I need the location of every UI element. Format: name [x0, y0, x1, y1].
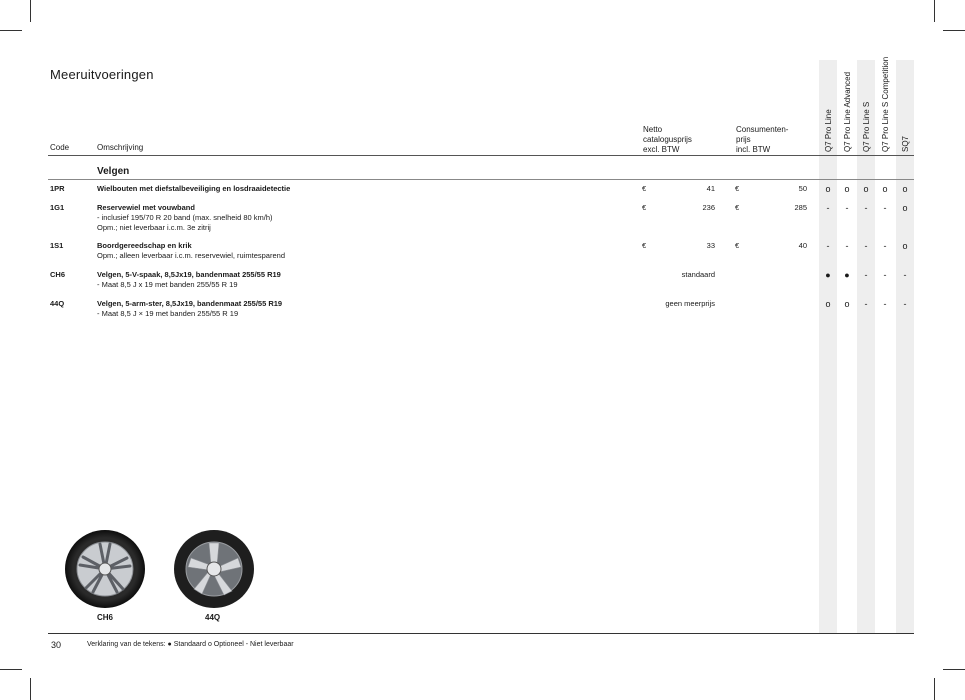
availability-mark: o	[902, 184, 908, 194]
currency-symbol: €	[642, 241, 647, 250]
crop-mark	[934, 678, 935, 700]
footer-divider	[48, 633, 914, 634]
availability-mark: -	[883, 241, 887, 251]
availability-mark: -	[903, 299, 907, 309]
availability-mark: o	[863, 184, 869, 194]
consumer-price: 285	[794, 203, 807, 212]
row-title: Wielbouten met diefstalbeveiliging en losdraaidetectie	[97, 184, 291, 193]
header-divider	[48, 155, 914, 156]
availability-mark: -	[864, 270, 868, 280]
availability-mark: -	[826, 241, 830, 251]
availability-mark: o	[902, 203, 908, 213]
currency-symbol: €	[642, 203, 647, 212]
wheel-caption: 44Q	[205, 613, 221, 622]
wheel-caption: CH6	[97, 613, 114, 622]
row-code: 1S1	[50, 241, 64, 250]
net-price: 33	[706, 241, 715, 250]
availability-mark: o	[882, 184, 888, 194]
row-code: 1PR	[50, 184, 65, 193]
availability-mark: -	[845, 203, 849, 213]
currency-symbol: €	[735, 203, 740, 212]
header-net-line: catalogusprijs	[643, 135, 692, 144]
header-code: Code	[50, 143, 70, 152]
variant-header-label: SQ7	[900, 135, 910, 152]
availability-mark: -	[883, 270, 887, 280]
variant-header	[857, 60, 875, 152]
availability-mark: -	[883, 299, 887, 309]
header-cons-line: Consumenten-	[736, 125, 789, 134]
header-cons-line: prijs	[736, 135, 751, 144]
header-cons-line: incl. BTW	[736, 145, 771, 154]
crop-mark	[943, 30, 965, 31]
row-note: - Maat 8,5 J × 19 met banden 255/55 R 19	[97, 309, 239, 318]
variant-header	[896, 60, 914, 152]
row-title: Velgen, 5-arm-ster, 8,5Jx19, bandenmaat 255/55 R19	[97, 299, 283, 308]
row-description	[97, 241, 497, 261]
variant-header	[838, 60, 856, 152]
header-consumer-price	[736, 125, 788, 155]
crop-mark	[0, 669, 22, 670]
row-description	[97, 184, 497, 194]
consumer-price: 40	[798, 241, 807, 250]
row-code: 1G1	[50, 203, 65, 212]
availability-mark: ●	[844, 270, 850, 280]
availability-mark: o	[825, 299, 831, 309]
consumer-price: 50	[798, 184, 807, 193]
row-description	[97, 270, 497, 290]
availability-mark: -	[864, 299, 868, 309]
crop-mark	[30, 0, 31, 22]
availability-mark: -	[883, 203, 887, 213]
crop-mark	[934, 0, 935, 22]
variant-header-label: Q7 Pro Line S Competition	[880, 56, 890, 152]
crop-mark	[943, 669, 965, 670]
availability-mark: -	[864, 241, 868, 251]
net-price: geen meerprijs	[665, 299, 715, 308]
section-title: Velgen	[97, 166, 130, 177]
availability-mark: o	[844, 299, 850, 309]
crop-mark	[30, 678, 31, 700]
header-net-line: Netto	[643, 125, 663, 134]
row-code: CH6	[50, 270, 66, 279]
variant-header-label: Q7 Pro Line S	[861, 101, 871, 152]
currency-symbol: €	[642, 184, 647, 193]
row-note: - inclusief 195/70 R 20 band (max. snelheid 80 km/h)	[97, 213, 273, 222]
availability-mark: -	[903, 270, 907, 280]
header-net-line: excl. BTW	[643, 145, 680, 154]
net-price: 236	[702, 203, 715, 212]
variant-header	[819, 60, 837, 152]
availability-mark: -	[864, 203, 868, 213]
page-number: 30	[51, 640, 62, 650]
row-title: Boordgereedschap en krik	[97, 241, 192, 250]
row-description	[97, 203, 497, 233]
variant-header-label: Q7 Pro Line Advanced	[842, 71, 852, 152]
availability-mark: ●	[825, 270, 831, 280]
currency-symbol: €	[735, 241, 740, 250]
wheel-5-v-spoke-icon	[63, 525, 147, 609]
availability-mark: -	[845, 241, 849, 251]
availability-mark: o	[902, 241, 908, 251]
row-title: Reservewiel met vouwband	[97, 203, 195, 212]
crop-mark	[0, 30, 22, 31]
row-code: 44Q	[50, 299, 65, 308]
legend: Verklaring van de tekens: ● Standaard o Optioneel - Niet leverbaar	[87, 641, 294, 648]
page-title: Meeruitvoeringen	[50, 67, 154, 82]
row-title: Velgen, 5-V-spaak, 8,5Jx19, bandenmaat 255/55 R19	[97, 270, 281, 279]
header-description: Omschrijving	[97, 143, 144, 152]
row-note: Opm.; alleen leverbaar i.c.m. reservewiel, ruimtesparend	[97, 251, 285, 260]
section-divider	[48, 179, 914, 180]
wheel-5-arm-star-icon	[172, 525, 256, 609]
availability-mark: -	[826, 203, 830, 213]
row-description	[97, 299, 497, 319]
net-price: 41	[706, 184, 715, 193]
availability-mark: o	[825, 184, 831, 194]
currency-symbol: €	[735, 184, 740, 193]
row-note: - Maat 8,5 J x 19 met banden 255/55 R 19	[97, 280, 238, 289]
row-note: Opm.; niet leverbaar i.c.m. 3e zitrij	[97, 223, 211, 232]
header-net-price	[643, 125, 692, 155]
variant-header-label: Q7 Pro Line	[823, 109, 833, 152]
availability-mark: o	[844, 184, 850, 194]
variant-header	[876, 56, 894, 152]
net-price: standaard	[681, 270, 715, 279]
